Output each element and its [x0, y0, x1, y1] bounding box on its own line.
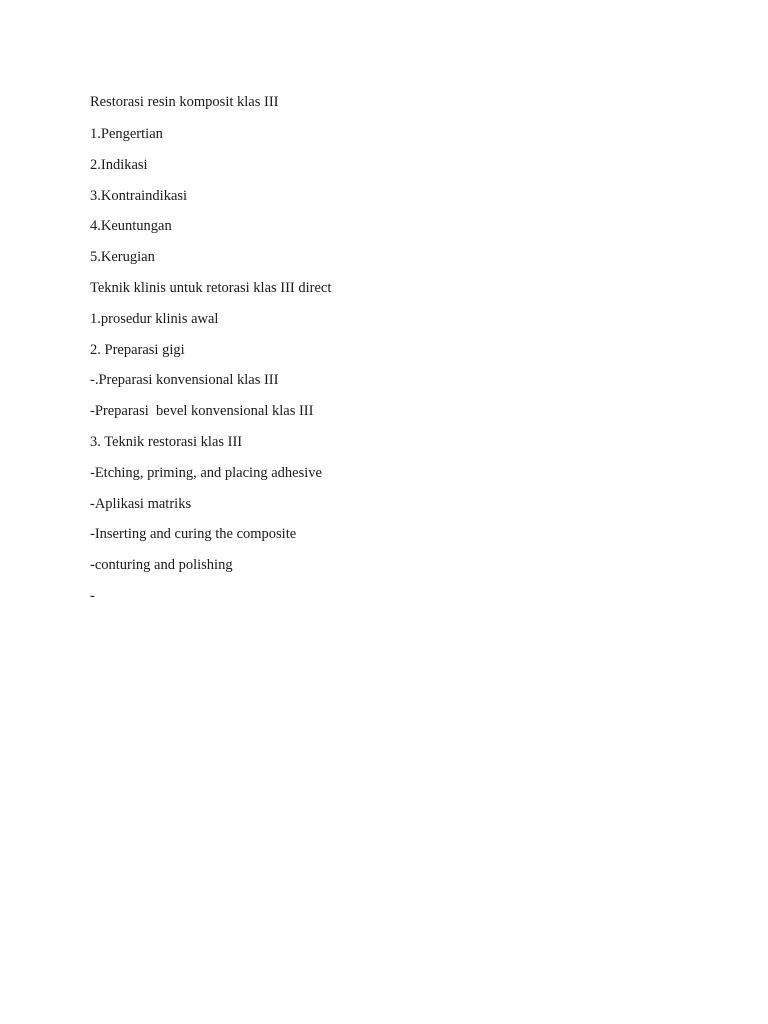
- document-title: Restorasi resin komposit klas III: [90, 94, 279, 110]
- sub-item-conturing-polishing: -conturing and polishing: [90, 557, 233, 574]
- list-item-pengertian: 1.Pengertian: [90, 126, 163, 142]
- sub-item-preparasi-bevel: -Preparasi bevel konvensional klas III: [90, 403, 314, 420]
- document-body: [90, 92, 690, 606]
- list-item-indikasi: 2.Indikasi: [90, 156, 148, 173]
- list-item-kontraindikasi: 3.Kontraindikasi: [90, 187, 188, 204]
- sub-item-preparasi-konvensional: -.Preparasi konvensional klas III: [90, 372, 279, 389]
- sub-item-etching: -Etching, priming, and placing adhesive: [90, 464, 322, 481]
- sub-item-aplikasi-matriks: -Aplikasi matriks: [90, 495, 192, 512]
- sub-item-empty: -: [90, 587, 95, 604]
- list-item-teknik-restorasi: 3. Teknik restorasi klas III: [90, 433, 243, 450]
- section-heading-teknik-klinis: Teknik klinis untuk retorasi klas III direct: [90, 279, 332, 296]
- sub-item-inserting-curing: -Inserting and curing the composite: [90, 526, 297, 543]
- list-item-preparasi-gigi: 2. Preparasi gigi: [90, 341, 185, 358]
- list-item-kerugian: 5.Kerugian: [90, 249, 155, 266]
- list-item-prosedur-klinis: 1.prosedur klinis awal: [90, 310, 219, 327]
- list-item-keuntungan: 4.Keuntungan: [90, 218, 172, 235]
